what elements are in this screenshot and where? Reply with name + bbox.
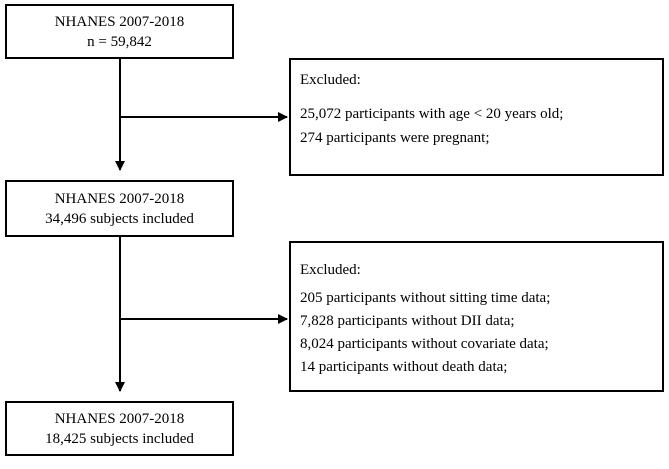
excluded2-item: 8,024 participants without covariate data;	[300, 336, 549, 352]
excluded1-title: Excluded:	[300, 72, 361, 88]
excluded2-item: 205 participants without sitting time data;	[300, 290, 551, 306]
box1-title: NHANES 2007-2018	[54, 13, 185, 30]
box-total-population	[5, 4, 234, 59]
excluded1-item: 274 participants were pregnant;	[300, 130, 490, 146]
box3-title: NHANES 2007-2018	[54, 410, 185, 427]
box1-count: n = 59,842	[87, 33, 152, 50]
box-excluded-2	[289, 241, 664, 392]
box-excluded-1	[289, 58, 664, 176]
excluded1-item: 25,072 participants with age < 20 years old;	[300, 106, 564, 122]
excluded2-item: 14 participants without death data;	[300, 359, 508, 375]
box2-count: 34,496 subjects included	[45, 210, 194, 227]
box-subjects-included-1	[5, 180, 234, 237]
excluded2-title: Excluded:	[300, 262, 361, 278]
excluded2-item: 7,828 participants without DII data;	[300, 313, 515, 329]
box-subjects-included-final	[5, 401, 234, 456]
box2-title: NHANES 2007-2018	[54, 190, 185, 207]
box3-count: 18,425 subjects included	[45, 430, 194, 447]
